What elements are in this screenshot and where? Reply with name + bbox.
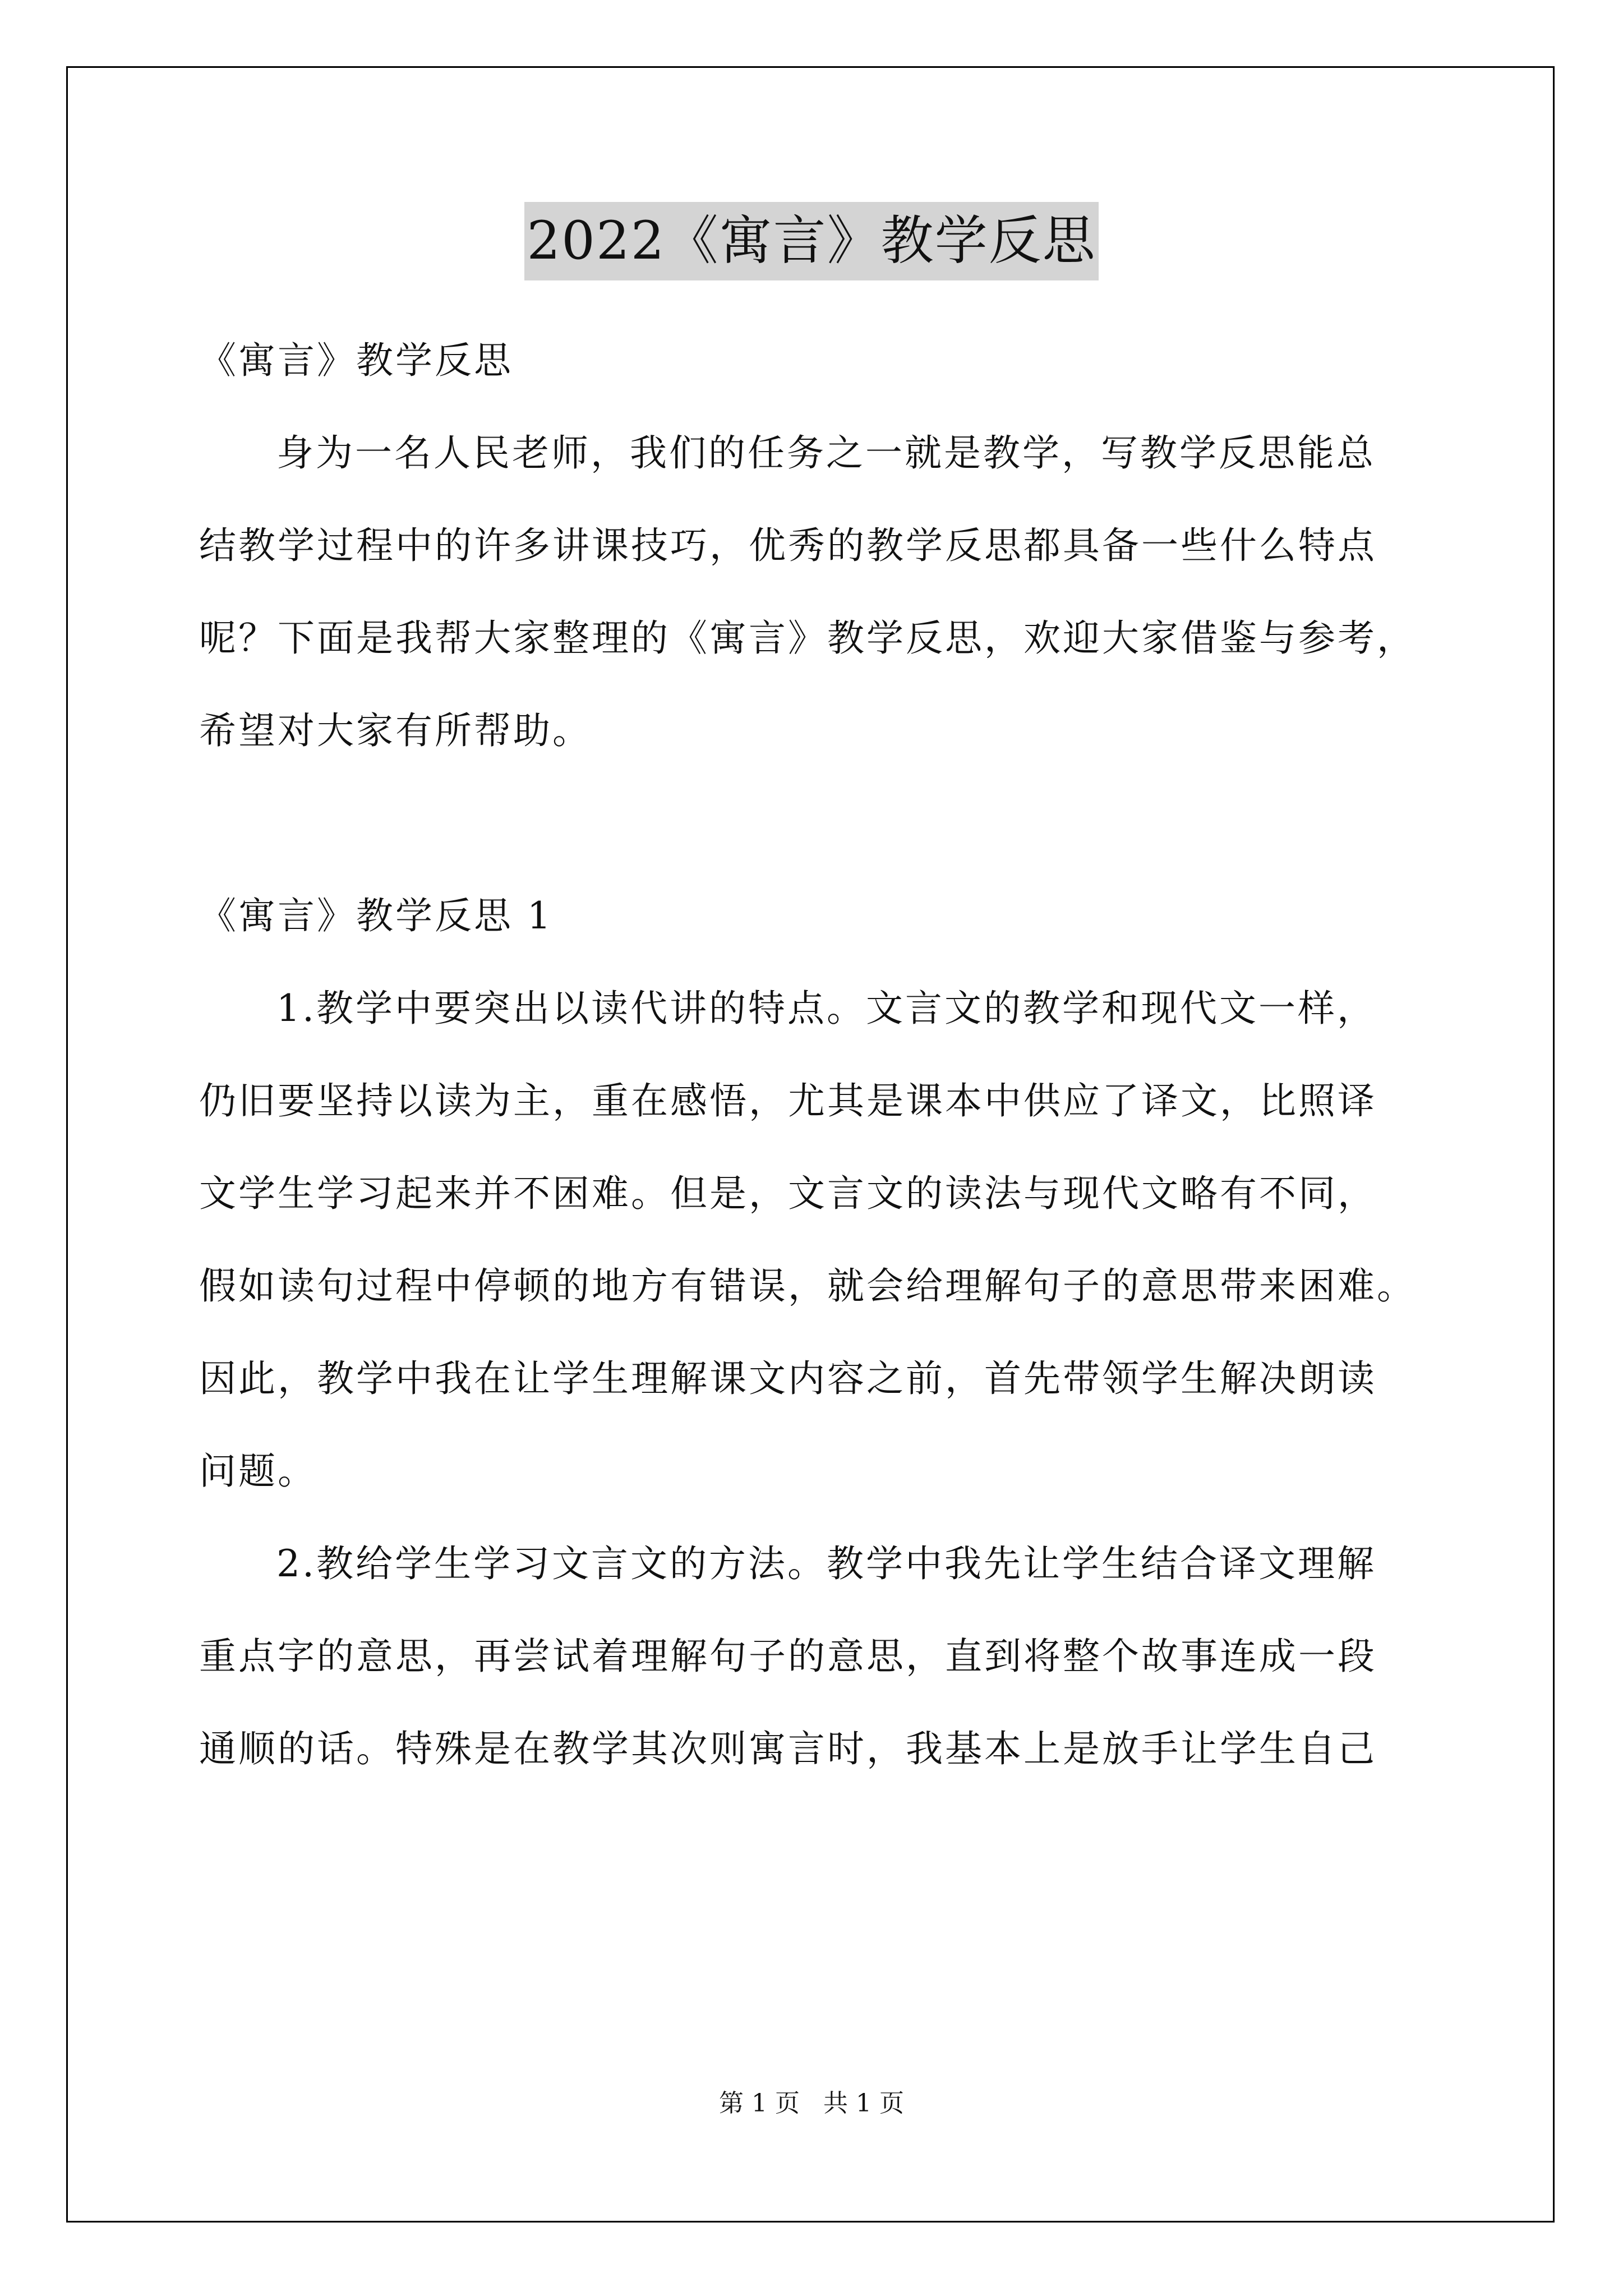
para2-line-2: 重点字的意思，再尝试着理解句子的意思，直到将整个故事连成一段 — [199, 1635, 1377, 1678]
para2-line-3: 通顺的话。特殊是在教学其次则寓言时，我基本上是放手让学生自己 — [199, 1727, 1377, 1770]
page-footer — [0, 2087, 1623, 2120]
section-heading: 《寓言》教学反思 — [199, 339, 513, 382]
intro-line-3: 呢？下面是我帮大家整理的《寓言》教学反思，欢迎大家借鉴与参考， — [199, 616, 1416, 660]
para1-line-5: 因此，教学中我在让学生理解课文内容之前，首先带领学生解决朗读 — [199, 1357, 1377, 1400]
para1-line-3: 文学生学习起来并不困难。但是，文言文的读法与现代文略有不同， — [199, 1172, 1377, 1215]
para1-line-1: 1.教学中要突出以读代讲的特点。文言文的教学和现代文一样， — [276, 987, 1376, 1030]
intro-line-2: 结教学过程中的许多讲课技巧，优秀的教学反思都具备一些什么特点 — [199, 524, 1377, 567]
para1-line-6: 问题。 — [199, 1450, 317, 1493]
para2-line-1: 2.教给学生学习文言文的方法。教学中我先让学生结合译文理解 — [276, 1542, 1376, 1585]
intro-line-1: 身为一名人民老师，我们的任务之一就是教学，写教学反思能总 — [276, 431, 1376, 475]
para1-line-2: 仍旧要坚持以读为主，重在感悟，尤其是课本中供应了译文，比照译 — [199, 1079, 1377, 1122]
document-body — [199, 314, 1433, 1795]
document-title: 2022《寓言》教学反思 — [524, 202, 1098, 280]
blank-line — [199, 777, 1433, 869]
para1-line-4: 假如读句过程中停顿的地方有错误，就会给理解句子的意思带来困难。 — [199, 1264, 1416, 1308]
title-container — [0, 202, 1623, 280]
page-total: 共 1 页 — [823, 2089, 904, 2118]
page-number: 第 1 页 — [719, 2089, 800, 2118]
section-heading-1: 《寓言》教学反思 1 — [199, 894, 553, 937]
intro-line-4: 希望对大家有所帮助。 — [199, 709, 592, 752]
